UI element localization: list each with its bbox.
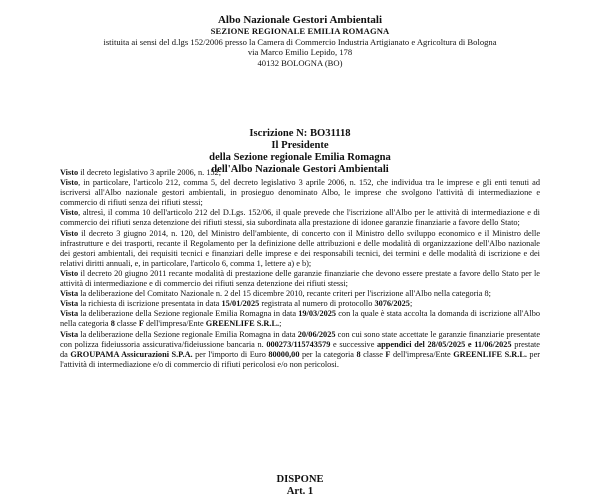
paragraph (60, 168, 540, 178)
institution-line: istituita ai sensi del d.lgs 152/2006 presso la Camera di Commercio Industria Artigianato e Agricoltura di Bologna (103, 36, 497, 47)
paragraph-text: registrata al numero di protocollo (259, 299, 375, 309)
paragraph (60, 178, 540, 208)
section-heading: della Sezione regionale Emilia Romagna (209, 152, 391, 163)
article-heading: Art. 1 (286, 486, 314, 497)
paragraph (60, 208, 540, 228)
paragraph-text: la deliberazione della Sezione regionale Emilia Romagna in data (78, 329, 298, 339)
class: F (385, 349, 391, 359)
dispone-heading: DISPONE (276, 474, 324, 485)
class: F (138, 319, 144, 329)
paragraph-lead: Visto (60, 178, 79, 188)
paragraph-text: la deliberazione del Comitato Nazionale n. 2 del 15 dicembre 2010, recante criteri per l'iscrizione all'Albo nella categoria 8; (78, 289, 491, 299)
deliberation-date: 19/03/2025 (298, 309, 337, 319)
paragraph-text: ; (279, 319, 282, 329)
paragraph-text: con cui sono state accettate le garanzie finanziarie presentate con polizza fideiussoria assicurativa/fideiussione bancaria n. (60, 329, 540, 349)
paragraph-text: classe (360, 349, 386, 359)
paragraph-text: la richiesta di iscrizione presentata in data (78, 299, 222, 309)
company-name: GREENLIFE S.R.L. (453, 349, 527, 359)
paragraph-text: il decreto 3 giugno 2014, n. 120, del Ministro dell'ambiente, di concerto con il Ministro dello sviluppo economico e il Ministro delle infrastrutture e dei trasporti, recante il Regolamento per la definizione delle attribuzioni e delle modalità di organizzazione dell'Albo nazionale dei gestori ambientali, dei requisiti tecnici e finanziari delle imprese e dei responsabili tecnici, dei termini e delle modalità di iscrizione e dei relativi diritti annuali, e, in particolare, l'articolo 6, comma 1, lettere a) e b); (60, 228, 540, 268)
address-line: via Marco Emilio Lepido, 178 (247, 47, 353, 57)
paragraph-lead: Visto (60, 228, 79, 238)
paragraph (60, 289, 540, 299)
paragraph-text: ; (409, 299, 413, 309)
paragraph (60, 269, 540, 289)
albo-heading: dell'Albo Nazionale Gestori Ambientali (211, 164, 389, 175)
paragraph-text: il decreto 20 giugno 2011 recante modalità di prestazione delle garanzie finanziarie che devono essere prestate a favore dello Stato per le attività di intermediazione e di commercio dei rifiuti senza detenzione dei rifiuti stessi; (60, 268, 540, 289)
document-body (60, 168, 540, 370)
section-name: SEZIONE REGIONALE EMILIA ROMAGNA (210, 26, 390, 36)
protocol-number: 3076/2025 (374, 299, 410, 309)
paragraph-lead: Vista (60, 329, 79, 339)
request-date: 15/01/2025 (221, 299, 260, 309)
paragraph-lead: Vista (60, 299, 79, 309)
category: 8 (356, 349, 361, 359)
paragraph-request (60, 299, 540, 309)
paragraph-text: dell'impresa/Ente (390, 349, 454, 359)
albo-title: Albo Nazionale Gestori Ambientali (217, 14, 383, 26)
policy-number: 000273/115743579 (266, 339, 331, 349)
paragraph-text: per l'importo di Euro (192, 349, 269, 359)
insurer-name: GROUPAMA Assicurazioni S.P.A. (70, 349, 193, 359)
paragraph-text: classe (114, 319, 139, 329)
paragraph-text: per la categoria (299, 349, 357, 359)
city-line: 40132 BOLOGNA (BO) (257, 57, 343, 68)
paragraph-text: , in particolare, l'articolo 212, comma 5, del decreto legislativo 3 aprile 2006, n. 152, che individua tra le imprese e gli enti tenuti ad iscriversi all'Albo nazionale gestori ambientali, in prosieguo denominato Albo, le imprese che svolgono l'attività di intermediazione e commercio di rifiuti senza dei rifiuti stessi; (60, 178, 540, 208)
paragraph-text: , altresì, il comma 10 dell'articolo 212 del D.Lgs. 152/06, il quale prevede che l'iscrizione all'Albo per le attività di intermediazione e di commercio dei rifiuti senza detenzione dei rifiuti stessi, sia subordinata alla prestazione di idonee garanzie finanziarie a favore dello Stato; (60, 208, 540, 228)
paragraph-lead: Visto (60, 268, 79, 278)
guarantee-amount: 80000,00 (268, 349, 300, 359)
paragraph (60, 229, 540, 269)
guarantee-date: 20/06/2025 (297, 329, 336, 339)
company-name: GREENLIFE S.R.L. (205, 319, 280, 329)
paragraph-lead: Visto (60, 168, 79, 177)
paragraph-text: con la quale è stata accolta la domanda di iscrizione all'Albo nella categoria (60, 309, 541, 329)
paragraph-text: e successive (330, 339, 378, 349)
registration-number: Iscrizione N: BO31118 (249, 128, 351, 139)
paragraph-lead: Vista (60, 289, 79, 299)
paragraph-text: il decreto legislativo 3 aprile 2006, n. 152; (78, 168, 221, 177)
paragraph-text: prestate da (60, 339, 540, 359)
paragraph-text: dell'impresa/Ente (143, 319, 206, 329)
document-header (0, 14, 600, 68)
paragraph-lead: Visto (60, 208, 79, 218)
paragraph-text: la deliberazione della Sezione regionale Emilia Romagna in data (78, 309, 299, 319)
president-heading: Il Presidente (271, 140, 329, 151)
appendices: appendici del 28/05/2025 e 11/06/2025 (377, 339, 512, 349)
dispone-block (0, 474, 600, 498)
paragraph-lead: Vista (60, 309, 79, 319)
paragraph-guarantees (60, 330, 540, 370)
paragraph-text: per l'attività di intermediazione e/o di commercio di rifiuti pericolosi e/o non pericolosi. (60, 349, 541, 369)
category: 8 (110, 319, 115, 329)
paragraph-acceptance (60, 309, 540, 329)
